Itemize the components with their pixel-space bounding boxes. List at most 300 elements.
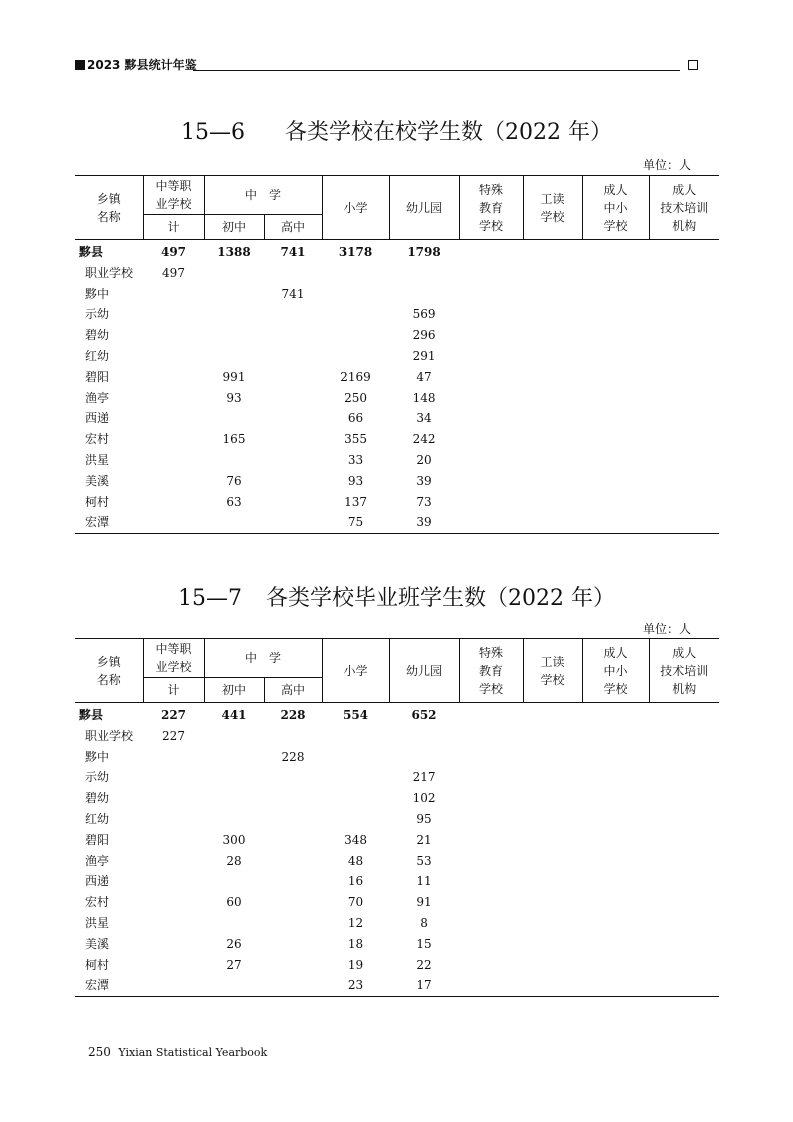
table-cell bbox=[264, 830, 322, 851]
table-cell bbox=[322, 325, 389, 346]
table-cell: 70 bbox=[347, 895, 364, 910]
table-cell bbox=[143, 471, 204, 492]
table-cell bbox=[582, 284, 649, 305]
row-name-cell: 宏村 bbox=[85, 432, 110, 447]
table-1-number: 15—6 bbox=[181, 120, 245, 145]
table-row bbox=[75, 512, 719, 533]
table-cell bbox=[582, 263, 649, 284]
header-kindergarten: 幼儿园 bbox=[389, 639, 459, 703]
table-total-row bbox=[75, 240, 719, 263]
table-cell bbox=[459, 809, 523, 830]
table-cell bbox=[523, 703, 582, 726]
table-cell bbox=[582, 367, 649, 388]
table-cell bbox=[523, 871, 582, 892]
row-name-cell: 黟中 bbox=[85, 286, 110, 301]
table-cell bbox=[143, 304, 204, 325]
header-adult-school: 成人 中小 学校 bbox=[582, 176, 649, 240]
table-row bbox=[75, 429, 719, 450]
row-name-cell: 黟县 bbox=[79, 708, 104, 722]
table-cell: 19 bbox=[347, 957, 364, 972]
table-row bbox=[75, 830, 719, 851]
table-cell bbox=[264, 263, 322, 284]
header-total: 计 bbox=[143, 678, 204, 703]
table-cell bbox=[649, 429, 719, 450]
table-cell bbox=[459, 408, 523, 429]
table-cell: 217 bbox=[412, 770, 436, 785]
table-row bbox=[75, 851, 719, 872]
table-cell bbox=[582, 240, 649, 263]
table-cell bbox=[322, 788, 389, 809]
table-cell bbox=[143, 367, 204, 388]
table-cell: 741 bbox=[281, 286, 305, 301]
row-name-cell: 碧幼 bbox=[85, 328, 110, 343]
table-cell bbox=[264, 913, 322, 934]
row-name-cell: 红幼 bbox=[85, 348, 110, 363]
table-row bbox=[75, 263, 719, 284]
table-cell: 165 bbox=[222, 432, 246, 447]
table-cell bbox=[459, 871, 523, 892]
table-row bbox=[75, 975, 719, 996]
table-row bbox=[75, 767, 719, 788]
table-cell bbox=[582, 809, 649, 830]
table-2 bbox=[75, 638, 719, 997]
table-cell bbox=[459, 263, 523, 284]
table-cell bbox=[204, 871, 264, 892]
table-cell bbox=[523, 830, 582, 851]
table-cell bbox=[649, 450, 719, 471]
table-cell bbox=[523, 325, 582, 346]
table-cell: 148 bbox=[412, 390, 436, 405]
table-cell: 300 bbox=[222, 832, 246, 847]
header-work-study: 工读 学校 bbox=[523, 176, 582, 240]
table-cell: 228 bbox=[281, 749, 305, 764]
table-cell bbox=[459, 851, 523, 872]
table-cell bbox=[389, 726, 459, 747]
table-cell bbox=[264, 851, 322, 872]
table-cell bbox=[459, 450, 523, 471]
table-cell bbox=[649, 304, 719, 325]
table-cell bbox=[582, 913, 649, 934]
table-cell bbox=[204, 747, 264, 768]
table-2-title-text: 各类学校毕业班学生数（2022 年） bbox=[266, 586, 615, 611]
table-cell bbox=[649, 388, 719, 409]
table-cell: 18 bbox=[347, 936, 364, 951]
table-cell bbox=[523, 851, 582, 872]
table-cell bbox=[459, 955, 523, 976]
table-cell: 1388 bbox=[217, 245, 251, 259]
table-cell bbox=[459, 703, 523, 726]
table-row bbox=[75, 325, 719, 346]
table-cell bbox=[459, 492, 523, 513]
table-cell bbox=[204, 726, 264, 747]
table-cell bbox=[582, 325, 649, 346]
table-cell bbox=[649, 913, 719, 934]
row-name-cell: 美溪 bbox=[85, 936, 110, 951]
table-cell bbox=[204, 767, 264, 788]
page-footer bbox=[88, 1045, 267, 1059]
header-township: 乡镇 名称 bbox=[75, 176, 143, 240]
table-cell: 242 bbox=[412, 432, 436, 447]
table-cell bbox=[264, 726, 322, 747]
table-cell bbox=[649, 471, 719, 492]
table-cell bbox=[649, 767, 719, 788]
table-cell: 93 bbox=[347, 473, 364, 488]
table-cell bbox=[649, 512, 719, 533]
table-2-unit: 单位：人 bbox=[642, 622, 691, 636]
table-cell bbox=[204, 450, 264, 471]
header-adult-training: 成人 技术培训 机构 bbox=[649, 176, 719, 240]
table-cell: 991 bbox=[222, 369, 246, 384]
table-cell bbox=[523, 471, 582, 492]
table-cell bbox=[649, 851, 719, 872]
table-cell: 17 bbox=[389, 975, 459, 996]
row-name-cell: 黟县 bbox=[79, 245, 104, 259]
table-cell bbox=[264, 892, 322, 913]
table-cell: 47 bbox=[416, 369, 432, 384]
table-cell bbox=[649, 955, 719, 976]
row-name-cell: 宏村 bbox=[85, 895, 110, 910]
table-cell bbox=[204, 788, 264, 809]
table-cell bbox=[389, 284, 459, 305]
table-cell bbox=[264, 346, 322, 367]
header-senior: 高中 bbox=[264, 678, 322, 703]
table-cell bbox=[143, 871, 204, 892]
table-cell bbox=[523, 284, 582, 305]
table-1 bbox=[75, 175, 719, 534]
table-cell: 73 bbox=[416, 494, 432, 509]
row-name-cell: 红幼 bbox=[85, 811, 110, 826]
table-cell: 20 bbox=[416, 452, 432, 467]
header-township: 乡镇 名称 bbox=[75, 639, 143, 703]
empty-square-icon bbox=[688, 60, 698, 70]
table-cell bbox=[582, 471, 649, 492]
table-cell bbox=[264, 767, 322, 788]
table-cell bbox=[322, 263, 389, 284]
table-cell bbox=[582, 703, 649, 726]
table-cell bbox=[322, 346, 389, 367]
table-cell bbox=[649, 747, 719, 768]
table-cell bbox=[143, 429, 204, 450]
table-cell bbox=[523, 913, 582, 934]
row-name-cell: 西递 bbox=[85, 874, 110, 889]
table-cell bbox=[459, 726, 523, 747]
table-cell: 554 bbox=[342, 708, 369, 722]
header-kindergarten: 幼儿园 bbox=[389, 176, 459, 240]
table-cell bbox=[649, 788, 719, 809]
table-cell bbox=[459, 429, 523, 450]
table-cell bbox=[264, 871, 322, 892]
table-cell: 39 bbox=[416, 473, 432, 488]
header-vocational: 中等职 业学校 bbox=[143, 176, 204, 215]
table-cell bbox=[582, 388, 649, 409]
table-cell bbox=[523, 955, 582, 976]
table-row bbox=[75, 726, 719, 747]
table-cell bbox=[389, 263, 459, 284]
table-cell: 28 bbox=[226, 853, 242, 868]
table-cell bbox=[523, 788, 582, 809]
table-cell bbox=[143, 851, 204, 872]
row-name-cell: 宏潭 bbox=[75, 512, 143, 533]
table-cell: 33 bbox=[347, 452, 364, 467]
table-cell bbox=[649, 892, 719, 913]
table-cell bbox=[649, 240, 719, 263]
table-cell bbox=[649, 492, 719, 513]
table-cell bbox=[459, 346, 523, 367]
table-cell bbox=[264, 955, 322, 976]
table-cell bbox=[582, 512, 649, 533]
header-adult-school: 成人 中小 学校 bbox=[582, 639, 649, 703]
table-cell bbox=[204, 975, 264, 996]
table-row bbox=[75, 408, 719, 429]
table-cell bbox=[523, 367, 582, 388]
table-cell: 497 bbox=[160, 245, 187, 259]
header-primary: 小学 bbox=[322, 176, 389, 240]
table-cell: 11 bbox=[416, 874, 432, 889]
table-cell: 102 bbox=[412, 791, 436, 806]
table-row bbox=[75, 934, 719, 955]
table-cell bbox=[649, 346, 719, 367]
table-cell: 16 bbox=[347, 874, 364, 889]
row-name-cell: 黟中 bbox=[85, 749, 110, 764]
table-cell bbox=[204, 809, 264, 830]
table-cell bbox=[264, 512, 322, 533]
table-cell bbox=[204, 346, 264, 367]
table-cell bbox=[459, 747, 523, 768]
table-cell bbox=[582, 726, 649, 747]
table-cell bbox=[264, 471, 322, 492]
table-cell bbox=[143, 284, 204, 305]
table-cell bbox=[322, 747, 389, 768]
table-cell bbox=[264, 450, 322, 471]
table-cell bbox=[582, 955, 649, 976]
table-cell bbox=[143, 450, 204, 471]
table-cell bbox=[582, 304, 649, 325]
table-cell bbox=[523, 767, 582, 788]
table-cell bbox=[143, 325, 204, 346]
row-name-cell: 碧幼 bbox=[85, 791, 110, 806]
table-cell: 91 bbox=[416, 895, 432, 910]
header-rule bbox=[193, 70, 680, 71]
table-cell: 652 bbox=[411, 708, 437, 722]
table-cell bbox=[582, 429, 649, 450]
table-cell bbox=[459, 471, 523, 492]
table-cell bbox=[143, 913, 204, 934]
header-vocational: 中等职 业学校 bbox=[143, 639, 204, 678]
table-cell bbox=[143, 512, 204, 533]
table-cell bbox=[582, 975, 649, 996]
table-cell bbox=[649, 325, 719, 346]
table-row bbox=[75, 284, 719, 305]
table-row bbox=[75, 788, 719, 809]
table-cell: 228 bbox=[280, 708, 306, 722]
table-cell bbox=[523, 450, 582, 471]
table-cell: 48 bbox=[347, 853, 364, 868]
table-row bbox=[75, 450, 719, 471]
table-cell: 76 bbox=[226, 473, 242, 488]
table-cell: 227 bbox=[162, 728, 185, 743]
table-row bbox=[75, 892, 719, 913]
table-cell: 227 bbox=[160, 708, 187, 722]
table-cell bbox=[204, 304, 264, 325]
table-cell bbox=[204, 913, 264, 934]
table-cell bbox=[649, 263, 719, 284]
table-cell bbox=[322, 284, 389, 305]
table-cell bbox=[204, 263, 264, 284]
table-cell bbox=[649, 934, 719, 955]
table-cell bbox=[143, 955, 204, 976]
table-cell: 250 bbox=[344, 390, 367, 405]
table-cell bbox=[649, 408, 719, 429]
row-name-cell: 西递 bbox=[85, 411, 110, 426]
table-cell: 137 bbox=[344, 494, 367, 509]
table-cell bbox=[582, 892, 649, 913]
table-cell: 296 bbox=[412, 328, 436, 343]
table-cell: 497 bbox=[162, 265, 185, 280]
header-special-education: 特殊 教育 学校 bbox=[459, 639, 523, 703]
table-cell: 93 bbox=[226, 390, 242, 405]
table-cell bbox=[582, 346, 649, 367]
header-primary: 小学 bbox=[322, 639, 389, 703]
row-name-cell: 渔亭 bbox=[85, 390, 110, 405]
table-cell bbox=[582, 851, 649, 872]
table-row bbox=[75, 492, 719, 513]
table-row bbox=[75, 747, 719, 768]
table-cell: 12 bbox=[347, 915, 364, 930]
header-adult-training: 成人 技术培训 机构 bbox=[649, 639, 719, 703]
table-cell bbox=[264, 492, 322, 513]
table-cell bbox=[523, 263, 582, 284]
table-cell bbox=[459, 788, 523, 809]
table-cell bbox=[143, 892, 204, 913]
row-name-cell: 柯村 bbox=[85, 957, 110, 972]
table-cell bbox=[459, 975, 523, 996]
table-cell bbox=[143, 830, 204, 851]
table-cell bbox=[582, 767, 649, 788]
table-cell bbox=[322, 304, 389, 325]
row-name-cell: 碧阳 bbox=[85, 369, 110, 384]
table-cell bbox=[143, 809, 204, 830]
table-cell bbox=[459, 325, 523, 346]
table-cell bbox=[459, 830, 523, 851]
table-cell bbox=[649, 367, 719, 388]
header-work-study: 工读 学校 bbox=[523, 639, 582, 703]
table-cell bbox=[523, 512, 582, 533]
table-row bbox=[75, 871, 719, 892]
table-cell: 39 bbox=[389, 512, 459, 533]
table-row bbox=[75, 346, 719, 367]
row-name-cell: 美溪 bbox=[85, 473, 110, 488]
table-cell bbox=[649, 871, 719, 892]
table-cell bbox=[582, 408, 649, 429]
table-cell: 441 bbox=[221, 708, 247, 722]
table-cell bbox=[264, 388, 322, 409]
table-row bbox=[75, 367, 719, 388]
table-cell: 3178 bbox=[338, 245, 373, 259]
table-cell bbox=[459, 913, 523, 934]
table-cell bbox=[523, 492, 582, 513]
table-cell bbox=[459, 367, 523, 388]
table-row bbox=[75, 913, 719, 934]
row-name-cell: 柯村 bbox=[85, 494, 110, 509]
table-cell bbox=[459, 892, 523, 913]
table-1-unit: 单位：人 bbox=[642, 158, 691, 172]
table-cell bbox=[649, 284, 719, 305]
table-2-title bbox=[0, 585, 793, 613]
header-junior: 初中 bbox=[204, 678, 264, 703]
table-cell: 1798 bbox=[407, 245, 441, 259]
footer-text: Yixian Statistical Yearbook bbox=[118, 1046, 268, 1059]
table-cell bbox=[264, 788, 322, 809]
table-row bbox=[75, 955, 719, 976]
table-cell bbox=[523, 429, 582, 450]
page-number: 250 bbox=[88, 1045, 111, 1059]
table-cell bbox=[523, 240, 582, 263]
table-cell bbox=[143, 975, 204, 996]
table-cell bbox=[582, 830, 649, 851]
table-cell: 291 bbox=[412, 348, 436, 363]
table-cell bbox=[459, 934, 523, 955]
table-cell: 569 bbox=[412, 307, 436, 322]
table-cell: 27 bbox=[226, 957, 242, 972]
table-cell bbox=[649, 703, 719, 726]
row-name-cell: 示幼 bbox=[85, 770, 110, 785]
row-name-cell: 示幼 bbox=[85, 307, 110, 322]
row-name-cell: 职业学校 bbox=[85, 728, 134, 743]
table-total-row bbox=[75, 703, 719, 726]
table-cell: 348 bbox=[344, 832, 367, 847]
table-cell: 53 bbox=[416, 853, 432, 868]
table-cell bbox=[459, 284, 523, 305]
table-cell bbox=[204, 284, 264, 305]
table-cell bbox=[143, 408, 204, 429]
row-name-cell: 洪星 bbox=[85, 915, 110, 930]
table-cell bbox=[143, 767, 204, 788]
table-cell bbox=[143, 788, 204, 809]
table-cell bbox=[523, 388, 582, 409]
table-cell bbox=[582, 492, 649, 513]
table-cell bbox=[322, 767, 389, 788]
table-cell bbox=[523, 304, 582, 325]
table-cell bbox=[389, 747, 459, 768]
header-special-education: 特殊 教育 学校 bbox=[459, 176, 523, 240]
table-cell bbox=[264, 367, 322, 388]
table-cell bbox=[582, 747, 649, 768]
page-header bbox=[75, 58, 698, 76]
table-cell bbox=[459, 767, 523, 788]
table-cell bbox=[204, 512, 264, 533]
table-cell bbox=[523, 726, 582, 747]
table-cell: 60 bbox=[226, 895, 242, 910]
table-row bbox=[75, 809, 719, 830]
table-cell bbox=[264, 408, 322, 429]
table-cell: 26 bbox=[226, 936, 242, 951]
table-cell bbox=[649, 726, 719, 747]
row-name-cell: 渔亭 bbox=[85, 853, 110, 868]
table-cell bbox=[523, 934, 582, 955]
header-middle-school: 中 学 bbox=[204, 639, 322, 678]
header-total: 计 bbox=[143, 215, 204, 240]
table-cell: 22 bbox=[416, 957, 432, 972]
table-cell bbox=[143, 492, 204, 513]
row-name-cell: 宏潭 bbox=[75, 975, 143, 996]
table-cell bbox=[649, 830, 719, 851]
table-cell bbox=[264, 809, 322, 830]
table-cell bbox=[582, 450, 649, 471]
table-cell bbox=[582, 788, 649, 809]
table-cell bbox=[264, 975, 322, 996]
table-cell bbox=[582, 871, 649, 892]
table-cell bbox=[523, 408, 582, 429]
